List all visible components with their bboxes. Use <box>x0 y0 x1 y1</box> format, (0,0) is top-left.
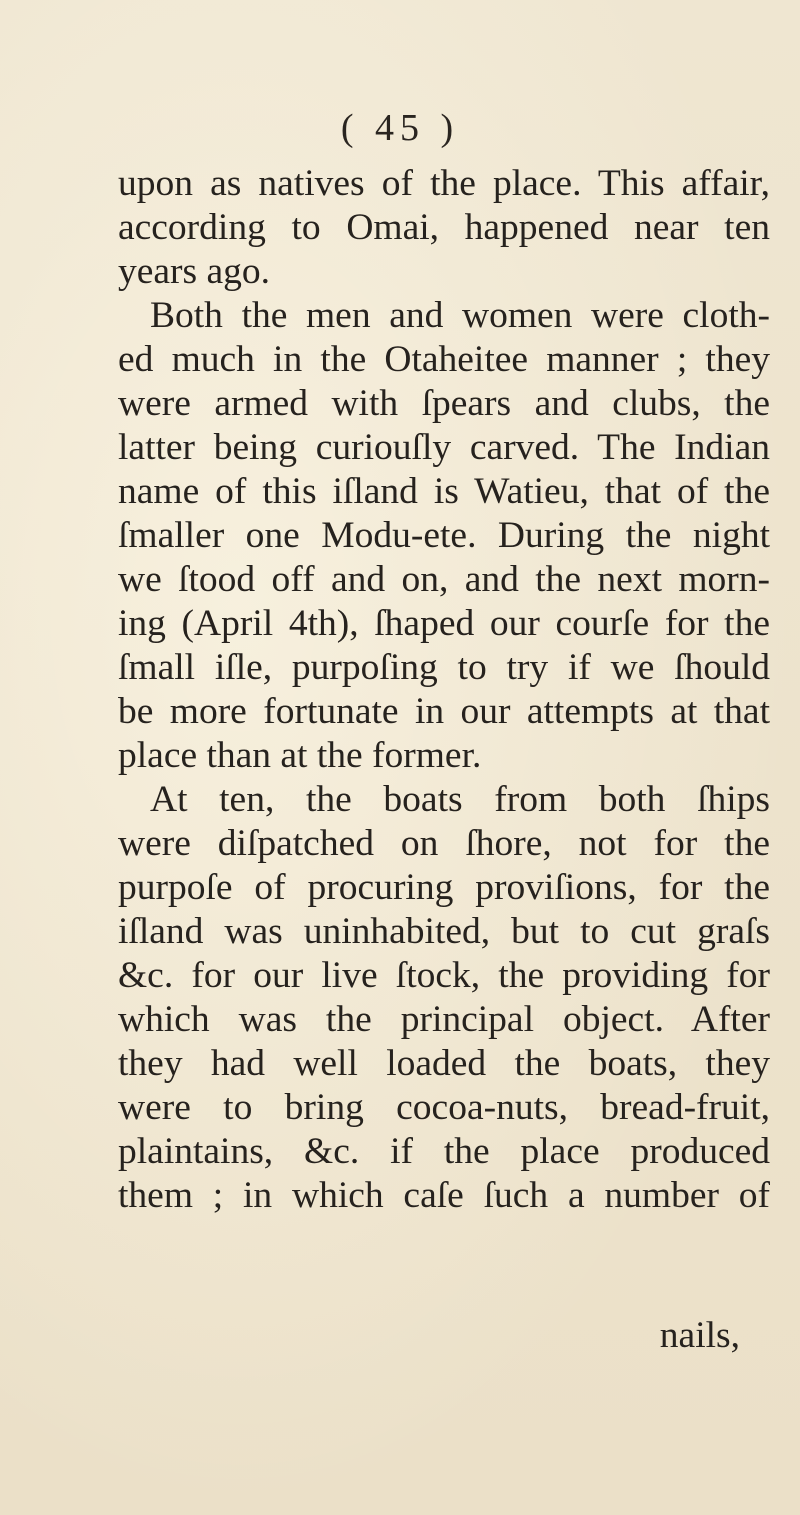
text-line: they had well loaded the boats, they <box>118 1043 770 1084</box>
page-number: ( 45 ) <box>340 107 460 149</box>
text-line: name of this iſland is Watieu, that of the <box>118 471 770 512</box>
catchword: nails, <box>659 1315 740 1356</box>
text-line: which was the principal object. After <box>118 999 770 1040</box>
text-line: place than at the former. <box>118 735 482 776</box>
text-line: ſmaller one Modu-ete. During the night <box>118 515 770 556</box>
text-line: plaintains, &c. if the place produced <box>118 1131 770 1172</box>
text-line: were diſpatched on ſhore, not for the <box>118 823 770 864</box>
text-line: ing (April 4th), ſhaped our courſe for the <box>118 603 770 644</box>
text-line: we ſtood off and on, and the next morn- <box>118 559 770 600</box>
text-line: iſland was uninhabited, but to cut graſs <box>118 911 770 952</box>
text-line: were to bring cocoa-nuts, bread-fruit, <box>118 1087 770 1128</box>
text-line: upon as natives of the place. This affair, <box>118 163 770 204</box>
text-line: according to Omai, happened near ten <box>118 207 770 248</box>
text-line: Both the men and women were cloth- <box>150 295 770 336</box>
text-line: ſmall iſle, purpoſing to try if we ſhould <box>118 647 770 688</box>
text-line: At ten, the boats from both ſhips <box>150 779 770 820</box>
text-line: were armed with ſpears and clubs, the <box>118 383 770 424</box>
text-line: &c. for our live ſtock, the providing for <box>118 955 770 996</box>
body-text <box>118 162 770 1218</box>
text-line: ed much in the Otaheitee manner ; they <box>118 339 770 380</box>
text-line: years ago. <box>118 251 271 292</box>
text-line: latter being curiouſly carved. The Indian <box>118 427 770 468</box>
text-line: them ; in which caſe ſuch a number of <box>118 1175 770 1216</box>
text-line: purpoſe of procuring proviſions, for the <box>118 867 770 908</box>
text-line: be more fortunate in our attempts at that <box>118 691 770 732</box>
